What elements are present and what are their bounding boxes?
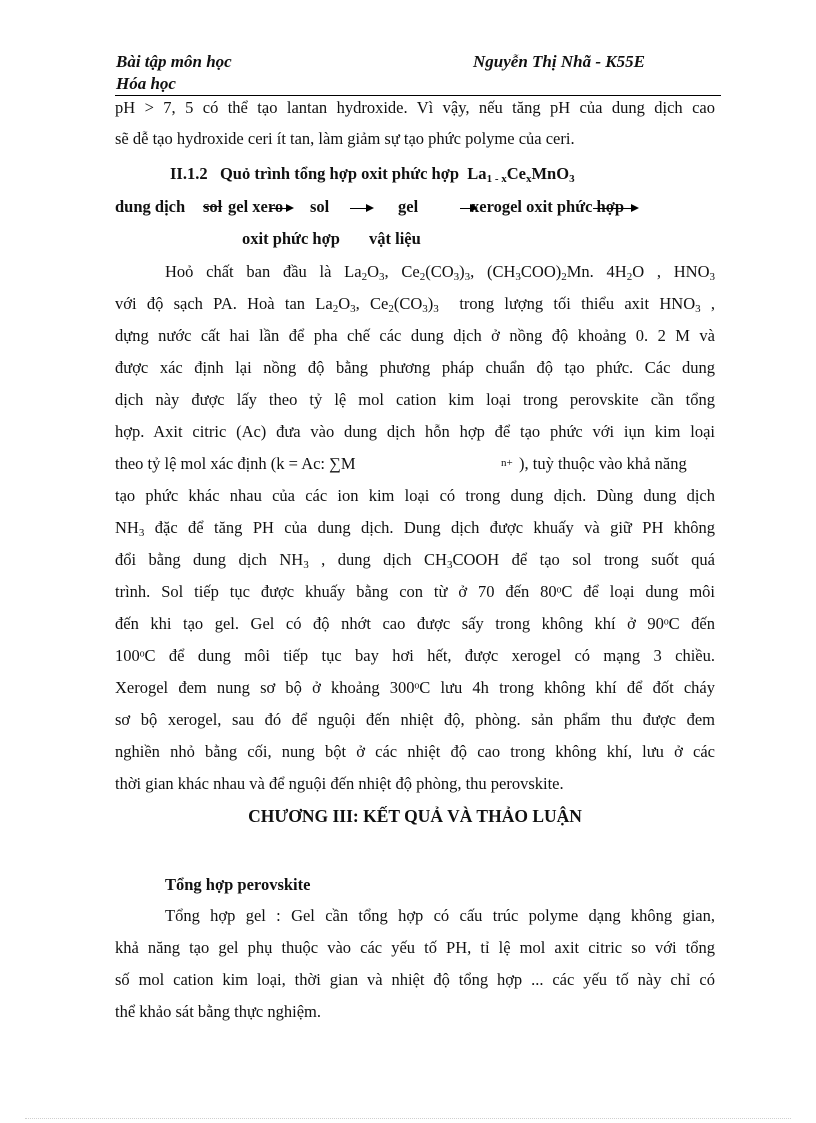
flow-step: sol [203, 197, 223, 216]
chapter-heading: CHƯƠNG III: KẾT QUẢ VÀ THẢO LUẬN [248, 806, 582, 826]
flow-strike-line [593, 208, 637, 209]
flow-step: gel [398, 197, 419, 216]
page-bottom-border [25, 1118, 791, 1119]
flow-step: oxit phức hợp [242, 229, 340, 248]
flow-arrow [270, 208, 292, 209]
text-line: tạo phức khác nhau của các ion kim loại có trong dung dịch. Dùng dung dịch [115, 486, 715, 505]
header-author: Nguyễn Thị Nhã - K55E [473, 52, 645, 71]
text-line: trình. Sol tiếp tục được khuấy bằng con từ ở 70 đến 80ᵒC để loại dung môi [115, 582, 715, 601]
flow-step: vật liệu [369, 229, 421, 248]
text-line: hợp. Axit citric (Ac) đưa vào dung dịch hỗn hợp để tạo phức với iụn kim loại [115, 422, 715, 441]
text-line: 100ᵒC để dung môi tiếp tục bay hơi hết, được xerogel có mạng 3 chiều. [115, 646, 715, 665]
flow-arrow [460, 208, 476, 209]
text-line: $NH_3$ đặc để tăng PH của dung dịch. Dung dịch được khuấy và giữ PH không [115, 518, 716, 539]
flow-step: gel xero [228, 197, 284, 216]
flow-step: dung dịch [115, 197, 186, 216]
text-line: thời gian khác nhau và để nguội đến nhiệt độ phòng, thu perovskite. [115, 774, 564, 793]
header-left-line2: Hóa học [116, 74, 176, 93]
text-line: dịch này được lấy theo tỷ lệ mol cation kim loại trong perovskite cần tổng [115, 390, 715, 409]
section-title: Quỏ trình tổng hợp oxit phức hợp [219, 164, 460, 183]
text-line: được xác định lại nồng độ bằng phương pháp chuẩn độ tạo phức. Các dung [115, 358, 715, 377]
text-line: sẽ dễ tạo hydroxide ceri ít tan, làm giảm sự tạo phức polyme của ceri. [115, 129, 575, 148]
subheading: Tổng hợp perovskite [165, 875, 311, 894]
header-rule [115, 95, 721, 96]
text-line: khả năng tạo gel phụ thuộc vào các yếu tố PH, tỉ lệ mol axit citric so với tổng [115, 938, 715, 957]
text-line: nghiền nhỏ bằng cối, nung bột ở các nhiệt độ cao trong không khí, lưu ở các [115, 742, 715, 761]
text-line: theo tỷ lệ mol xác định (k = Ac: ∑M n+ ), tuỳ thuộc vào khả năng [115, 454, 687, 473]
section-number: II.1.2 [170, 164, 208, 183]
text-line: pH > 7, 5 có thể tạo lantan hydroxide. Vì vậy, nếu tăng pH của dung dịch cao [115, 98, 715, 117]
text-line: Hoỏ chất ban đầu là $La_2O_3$, $Ce_2(CO_3)_3$, $(CH_3COO)_2Mn$. $4H_2O$ , $HNO_3$ [165, 262, 716, 283]
flow-arrow [350, 208, 372, 209]
flow-step: xerogel oxit phức hợp [471, 197, 625, 216]
text-line: Tổng hợp gel : Gel cần tổng hợp có cấu trúc polyme dạng không gian, [165, 906, 715, 925]
text-line: đổi bằng dung dịch $NH_3$ , dung dịch $CH_3COOH$ để tạo sol trong suốt quá [115, 550, 715, 571]
flow-step: sol [310, 197, 330, 216]
formula: $La_{1 - x}Ce_xMnO_3$ [467, 164, 575, 185]
text-line: với độ sạch PA. Hoà $\tan La_2O_3$, $Ce_2(CO_3)_3$ trong lượng tối thiểu axit $HNO_3$ , [115, 294, 715, 315]
text-line: thể khảo sát bằng thực nghiệm. [115, 1002, 321, 1021]
text-line: số mol cation kim loại, thời gian và nhiệt độ tổng hợp ... các yếu tố này chỉ có [115, 970, 715, 989]
header-left-line1: Bài tập môn học [116, 52, 232, 71]
text-line: Xerogel đem nung sơ bộ ở khoảng 300ᵒC lưu 4h trong không khí để đốt cháy [115, 678, 715, 697]
text-line: dựng nước cất hai lần để pha chế các dung dịch ở nồng độ khoảng 0. 2 M và [115, 326, 715, 345]
text-line: đến khi tạo gel. Gel có độ nhớt cao được sấy trong không khí ở 90ᵒC đến [115, 614, 715, 633]
section-heading [170, 164, 650, 184]
text-line: sơ bộ xerogel, sau đó để nguội đến nhiệt độ, phòng. sản phẩm thu được đem [115, 710, 715, 729]
